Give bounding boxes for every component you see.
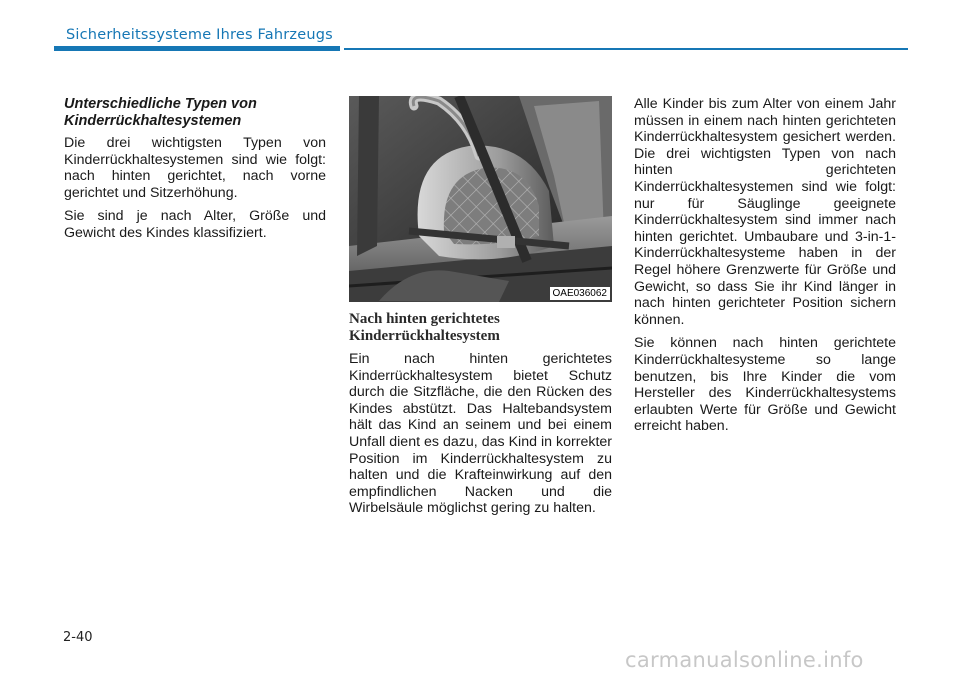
column-middle [349,96,612,524]
child-seat-photo [349,96,612,302]
body-paragraph: Ein nach hinten gerichtetes Kinderrückhaltesystem bietet Schutz durch die Sitzfläche, die den Rücken des Kindes abstützt. Das Haltebandsystem hält das Kind an seinem und bei einem Unfall dient es dazu, das Kind in korrekter Position im Kinderrückhaltesystem zu halten und die Krafteinwirkung auf den empfindlichen Nacken und die Wirbelsäule möglichst gering zu halten. [349,351,612,517]
section-title: Sicherheitssysteme Ihres Fahrzeugs [66,27,333,43]
body-paragraph: Sie können nach hinten gerichtete Kinderrückhaltesysteme so lange benutzen, bis Ihre Kinder die vom Hersteller des Kinderrückhaltesystems erlaubten Werte für Größe und Gewicht erreicht haben. [634,335,896,435]
body-paragraph: Sie sind je nach Alter, Größe und Gewicht des Kindes klassifiziert. [64,208,326,241]
body-paragraph: Die drei wichtigsten Typen von Kinderrückhaltesystemen sind wie folgt: nach hinten gerichtet, nach vorne gerichtet und Sitzerhöhung. [64,135,326,201]
column-right [634,96,896,442]
header-rule-thick [54,46,340,51]
subsection-heading: Nach hinten gerichtetes Kinderrückhaltesystem [349,311,500,344]
section-heading: Unterschiedliche Typen von Kinderrückhaltesystemen [64,96,257,129]
page-number: 2-40 [63,630,93,645]
rear-facing-child-seat-illustration [349,96,612,302]
column-left [64,96,326,249]
body-paragraph: Alle Kinder bis zum Alter von einem Jahr müssen in einem nach hinten gerichteten Kinderrückhaltesystem gesichert werden. Die drei wichtigsten Typen von nach hinten gerichteten Kinderrückhaltesystemen sind wie folgt: nur für Säuglinge geeignete Kinderrückhaltesystem sind immer nach hinten gerichtet. Umbaubare und 3-in-1-Kinderrückhaltesysteme haben in der Regel höhere Grenzwerte für Größe und Gewicht, so dass Sie ihr Kind länger in nach hinten gerichteter Position sichern können. [634,96,896,328]
header-rule-thin [344,48,908,50]
watermark-text: carmanualsonline.info [625,648,864,672]
figure-code-label: OAE036062 [550,287,611,300]
